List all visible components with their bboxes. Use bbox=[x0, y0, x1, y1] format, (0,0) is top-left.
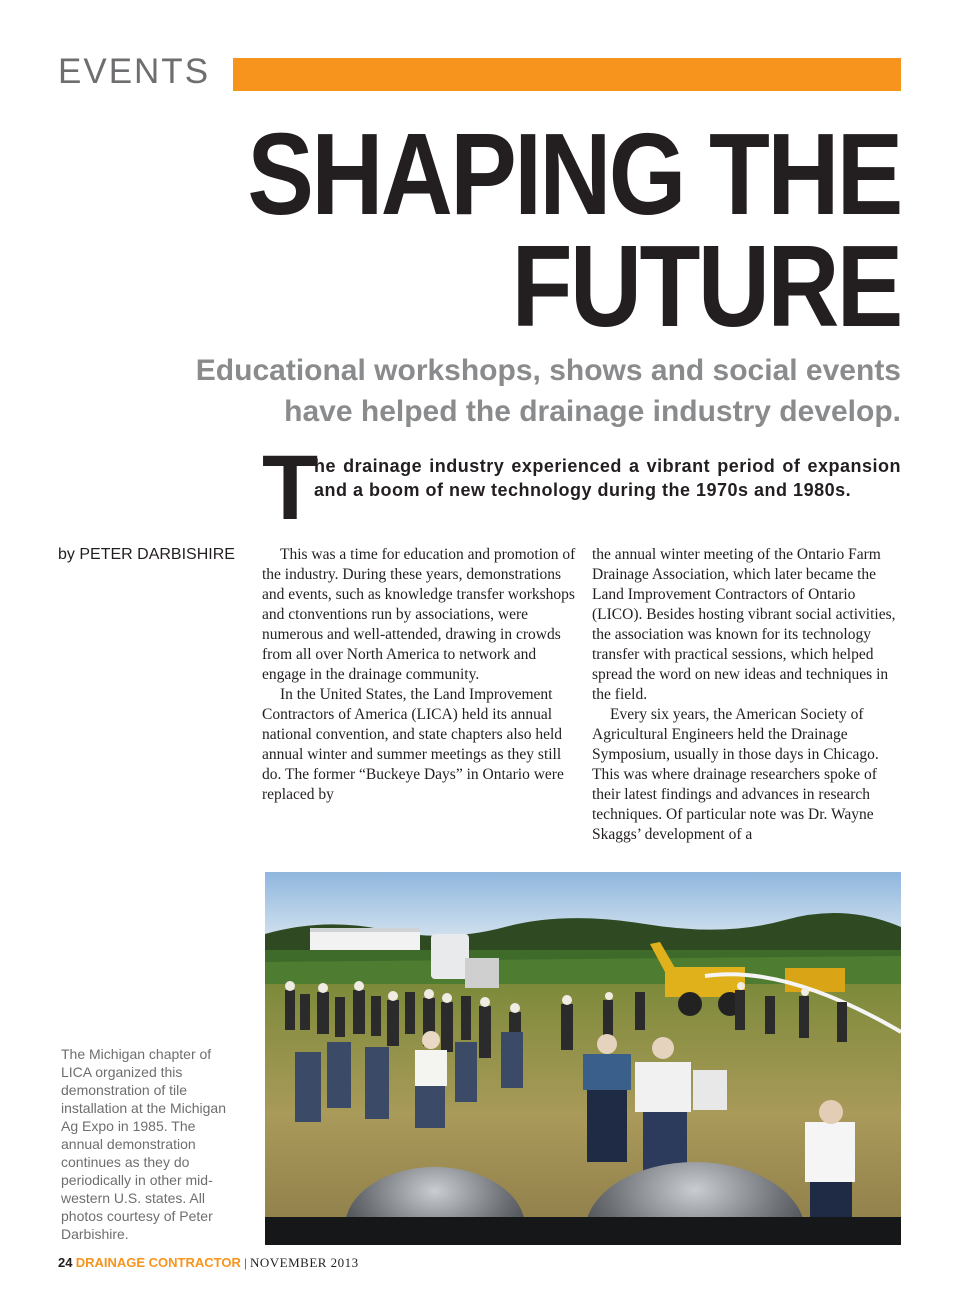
magazine-name: DRAINAGE CONTRACTOR bbox=[75, 1255, 241, 1270]
footer-separator: | bbox=[244, 1255, 247, 1270]
body-paragraph: This was a time for education and promotion of the industry. During these years, demonstrations and events, such as knowledge transfer workshops and ctonventions run by associations, were numerous and well-attended, drawing in crowds from all over North America to network and engage in the drainage community. bbox=[262, 546, 576, 683]
article-subtitle bbox=[196, 350, 901, 432]
section-accent-bar bbox=[233, 58, 901, 91]
subtitle-line-2: have helped the drainage industry develop. bbox=[284, 395, 901, 428]
body-column-2 bbox=[592, 545, 908, 845]
page-footer bbox=[58, 1255, 359, 1271]
title-line-1: SHAPING THE bbox=[247, 109, 901, 239]
page-number: 24 bbox=[58, 1255, 73, 1270]
drop-cap: T bbox=[262, 437, 319, 539]
body-paragraph: Every six years, the American Society of Agricultural Engineers held the Drainage Symposium, usually in those days in Chicago. This was where drainage researchers spoke of their latest findings and advances in research techniques. Of particular note was Dr. Wayne Skaggs’ development of a bbox=[592, 706, 879, 843]
subtitle-line-1: Educational workshops, shows and social events bbox=[195, 354, 901, 387]
title-line-2: FUTURE bbox=[511, 221, 901, 351]
article-title bbox=[247, 109, 901, 351]
byline: by PETER DARBISHIRE bbox=[58, 546, 235, 563]
body-paragraph: In the United States, the Land Improvement Contractors of America (LICA) held its annual national convention, and state chapters also held annual winter and summer meetings as they still do. The former “Buckeye Days” in Ontario were replaced by bbox=[262, 686, 564, 803]
article-lede: he drainage industry experienced a vibrant period of expansion and a boom of new technology during the 1970s and 1980s. bbox=[314, 456, 901, 500]
event-photo bbox=[265, 872, 901, 1245]
section-label: EVENTS bbox=[58, 52, 211, 91]
issue-date: NOVEMBER 2013 bbox=[249, 1255, 359, 1270]
body-paragraph: the annual winter meeting of the Ontario Farm Drainage Association, which later became the Land Improvement Contractors of Ontario (LICO). Besides hosting vibrant social activities, the association was known for its technology transfer with practical sessions, which helped spread the word on new ideas and techniques in the field. bbox=[592, 546, 896, 703]
body-column-1 bbox=[262, 545, 578, 805]
crowd-field-photo bbox=[265, 872, 901, 1245]
photo-caption: The Michigan chapter of LICA organized this demonstration of tile installation at the Michigan Ag Expo in 1985. The annual demonstration continues as they do periodically in other mid-western U.S. states. All photos courtesy of Peter Darbishire. bbox=[61, 1046, 226, 1242]
